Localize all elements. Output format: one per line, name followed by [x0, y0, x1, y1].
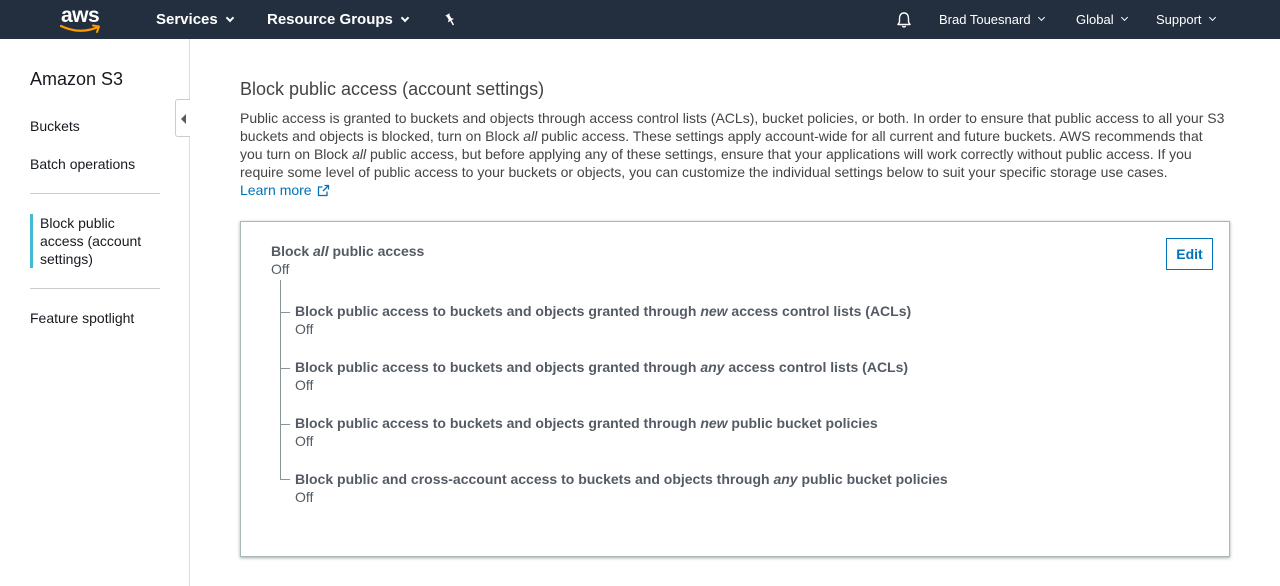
setting-text: Block public access to buckets and objects granted through — [295, 415, 701, 431]
description-text: public access, but before applying any of these settings, ensure that your applications will work correctly without public access. If you require some level of public access to your buckets or objects, you can customize the individual settings below to suit your specific storage use cases. — [240, 146, 1192, 180]
setting-emphasis: new — [700, 303, 728, 319]
block-all-public-access-value: Off — [271, 261, 290, 277]
page-title: Block public access (account settings) — [240, 79, 545, 99]
block-all-public-access-label — [271, 243, 424, 259]
setting-text: Block public access to buckets and objects granted through — [295, 359, 701, 375]
setting-text: public bucket policies — [727, 415, 878, 431]
setting-text: Block — [271, 243, 314, 259]
tree-connector-tick — [280, 424, 290, 425]
sidebar-collapse-button[interactable] — [175, 99, 190, 137]
sidebar-item-block-public-access[interactable]: Block public access (account settings) — [30, 214, 160, 268]
setting-value: Off — [295, 377, 314, 393]
edit-button[interactable]: Edit — [1166, 238, 1213, 270]
sidebar-item-buckets[interactable]: Buckets — [30, 118, 80, 134]
setting-text: public access — [328, 243, 425, 259]
sidebar-item-batch-operations[interactable]: Batch operations — [30, 156, 136, 172]
services-label: Services — [156, 11, 218, 28]
description-emphasis: all — [352, 146, 367, 162]
region-label: Global — [1076, 12, 1114, 27]
pin-icon — [443, 13, 457, 27]
setting-value: Off — [295, 321, 314, 337]
region-menu[interactable] — [1076, 0, 1127, 39]
setting-label — [295, 471, 948, 487]
setting-new-bucket-policies — [295, 415, 878, 449]
setting-label — [295, 303, 911, 319]
tree-connector-tick — [280, 479, 290, 480]
setting-label — [295, 415, 878, 431]
chevron-down-icon — [1209, 14, 1216, 21]
setting-emphasis: new — [700, 415, 728, 431]
top-navigation-bar — [0, 0, 1280, 39]
resource-groups-label: Resource Groups — [267, 11, 393, 28]
description-emphasis: all — [523, 128, 538, 144]
description-text: public access. These settings apply account-wide for all current and future buckets. AWS recommends that you turn on Block — [240, 128, 1203, 162]
setting-emphasis: any — [700, 359, 725, 375]
support-menu[interactable] — [1156, 0, 1215, 39]
user-menu[interactable] — [939, 0, 1044, 39]
sidebar — [0, 39, 190, 586]
setting-text: access control lists (ACLs) — [724, 359, 909, 375]
sidebar-divider — [30, 288, 160, 289]
setting-any-bucket-policies — [295, 471, 948, 505]
chevron-down-icon — [225, 13, 233, 21]
learn-more-label: Learn more — [240, 182, 312, 198]
sidebar-divider — [30, 193, 160, 194]
tree-connector-tick — [280, 368, 290, 369]
setting-label — [295, 359, 908, 375]
user-name: Brad Touesnard — [939, 12, 1031, 27]
setting-value: Off — [295, 433, 314, 449]
setting-text: public bucket policies — [797, 471, 948, 487]
chevron-down-icon — [401, 13, 409, 21]
bell-icon — [895, 11, 913, 29]
pin-button[interactable] — [443, 0, 457, 39]
amazon-smile-icon — [60, 24, 102, 34]
setting-text: Block public access to buckets and objects granted through — [295, 303, 701, 319]
sidebar-title: Amazon S3 — [30, 69, 124, 89]
setting-new-acls — [295, 303, 911, 337]
collapse-arrow-icon — [181, 114, 186, 124]
services-menu[interactable] — [156, 0, 233, 39]
chevron-down-icon — [1121, 14, 1128, 21]
support-label: Support — [1156, 12, 1202, 27]
setting-emphasis: all — [313, 243, 329, 259]
setting-text: Block public and cross-account access to buckets and objects through — [295, 471, 774, 487]
chevron-down-icon — [1038, 14, 1045, 21]
notifications-button[interactable] — [895, 0, 913, 39]
tree-connector — [280, 280, 281, 479]
setting-value: Off — [295, 489, 314, 505]
external-link-icon — [317, 184, 330, 197]
block-public-access-panel — [240, 221, 1230, 557]
page-description — [240, 109, 1225, 199]
setting-emphasis: any — [773, 471, 798, 487]
learn-more-link[interactable] — [240, 181, 330, 199]
description-text: Public access is granted to buckets and objects through access control lists (ACLs), bucket policies, or both. In order to ensure that public access to all your S3 buckets and objects is blocked, turn on Block — [240, 110, 1225, 144]
sidebar-item-feature-spotlight[interactable]: Feature spotlight — [30, 310, 135, 326]
setting-text: access control lists (ACLs) — [727, 303, 912, 319]
resource-groups-menu[interactable] — [267, 0, 408, 39]
aws-logo[interactable] — [58, 4, 104, 34]
setting-any-acls — [295, 359, 908, 393]
tree-connector-tick — [280, 312, 290, 313]
aws-logo-text: aws — [61, 4, 100, 27]
